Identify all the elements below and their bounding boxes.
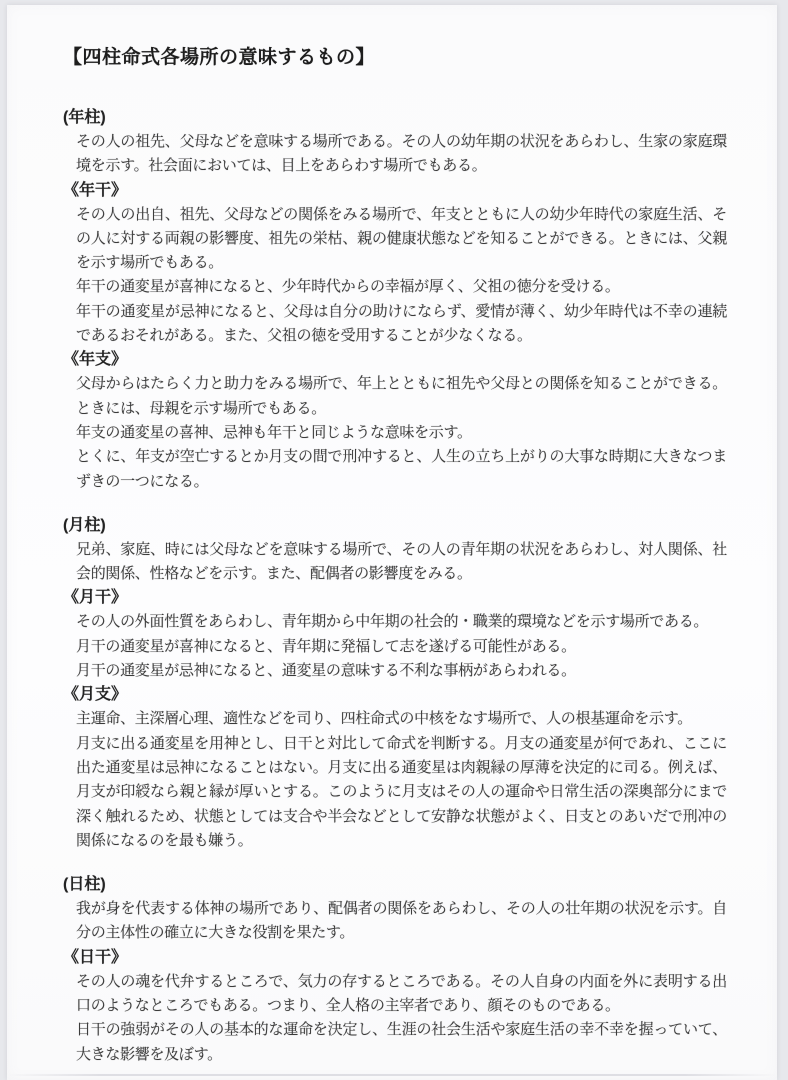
section-heading: 《月干》 [63, 589, 128, 607]
section-heading: (月柱) [63, 516, 106, 534]
paragraph: 兄弟、家庭、時には父母などを意味する場所で、その人の青年期の状況をあらわし、対人関係、社会的関係、性格などを示す。また、配偶者の影響度をみる。 [76, 541, 727, 583]
page-bottom-edge [7, 1074, 777, 1076]
paragraph: 年干の通変星が忌神になると、父母は自分の助けにならず、愛情が薄く、幼少年時代は不幸の連続であるおそれがある。また、父祖の徳を受用することが少なくなる。 [76, 303, 727, 345]
section-heading: 《年支》 [63, 351, 128, 369]
document-content [7, 5, 777, 1067]
pillar-group-day-pillar [63, 873, 727, 1067]
paragraph: 父母からはたらく力と助力をみる場所で、年上とともに祖先や父母との関係を知ることができる。ときには、母親を示す場所でもある。 [76, 376, 727, 417]
paragraph: その人の外面性質をあらわし、青年期から中年期の社会的・職業的環境などを示す場所である。 [76, 614, 709, 631]
page-title: 【四柱命式各場所の意味するもの】 [63, 47, 376, 68]
paragraph: とくに、年支が空亡するとか月支の間で刑冲すると、人生の立ち上がりの大事な時期に大きなつまずきの一つになる。 [76, 449, 727, 490]
paragraph: 月支に出る通変星を用神とし、日干と対比して命式を判断する。月支の通変星が何であれ、ここに出た通変星は忌神になることはない。月支に出る通変星は肉親縁の厚薄を決定的に司る。例えば、月支が印綬なら親と縁が厚いとする。このように月支はその人の運命や日常生活の深奥部分にまで深く触れるため、状態としては支合や半会などとして安静な状態がよく、日支とのあいだで刑冲の関係になるのを最も嫌う。 [76, 735, 727, 849]
paragraph: その人の祖先、父母などを意味する場所である。その人の幼年期の状況をあらわし、生家の家庭環境を示す。社会面においては、目上をあらわす場所でもある。 [76, 134, 727, 175]
section-heading: 《日干》 [63, 948, 128, 966]
paragraph: 年支の通変星の喜神、忌神も年干と同じような意味を示す。 [76, 424, 472, 441]
paragraph: 月干の通変星が喜神になると、青年期に発福して志を遂げる可能性がある。 [76, 638, 576, 655]
paragraph: 月干の通変星が忌神になると、通変星の意味する不利な事柄があらわれる。 [76, 663, 576, 680]
paragraph: その人の出自、祖先、父母などの関係をみる場所で、年支とともに人の幼少年時代の家庭生活、その人に対する両親の影響度、祖先の栄枯、親の健康状態などを知ることができる。ときには、父親を示す場所でもある。 [76, 206, 727, 272]
section-heading: 《年干》 [63, 181, 128, 199]
paragraph: 年干の通変星が喜神になると、少年時代からの幸福が厚く、父祖の徳分を受ける。 [76, 279, 620, 296]
paragraph: 主運命、主深層心理、適性などを司り、四柱命式の中核をなす場所で、人の根基運命を示す。 [76, 711, 692, 728]
paragraph: 我が身を代表する体神の場所であり、配偶者の関係をあらわし、その人の壮年期の状況を示す。自分の主体性の確立に大きな役割を果たす。 [76, 901, 727, 942]
paragraph: 日干の強弱がその人の基本的な運命を決定し、生涯の社会生活や家庭生活の幸不幸を握っていて、大きな影響を及ぼす。 [76, 1022, 727, 1063]
document-page [7, 5, 777, 1080]
section-heading: 《月支》 [63, 686, 128, 704]
paragraph: その人の魂を代弁するところで、気力の存するところである。その人自身の内面を外に表明する出口のようなところでもある。つまり、全人格の主宰者であり、顔そのものである。 [76, 973, 727, 1015]
section-heading: (日柱) [63, 876, 106, 894]
pillar-group-month-pillar [63, 514, 727, 853]
document-body [63, 106, 727, 1067]
section-heading: (年柱) [63, 109, 106, 126]
pillar-group-year-pillar [63, 106, 727, 494]
